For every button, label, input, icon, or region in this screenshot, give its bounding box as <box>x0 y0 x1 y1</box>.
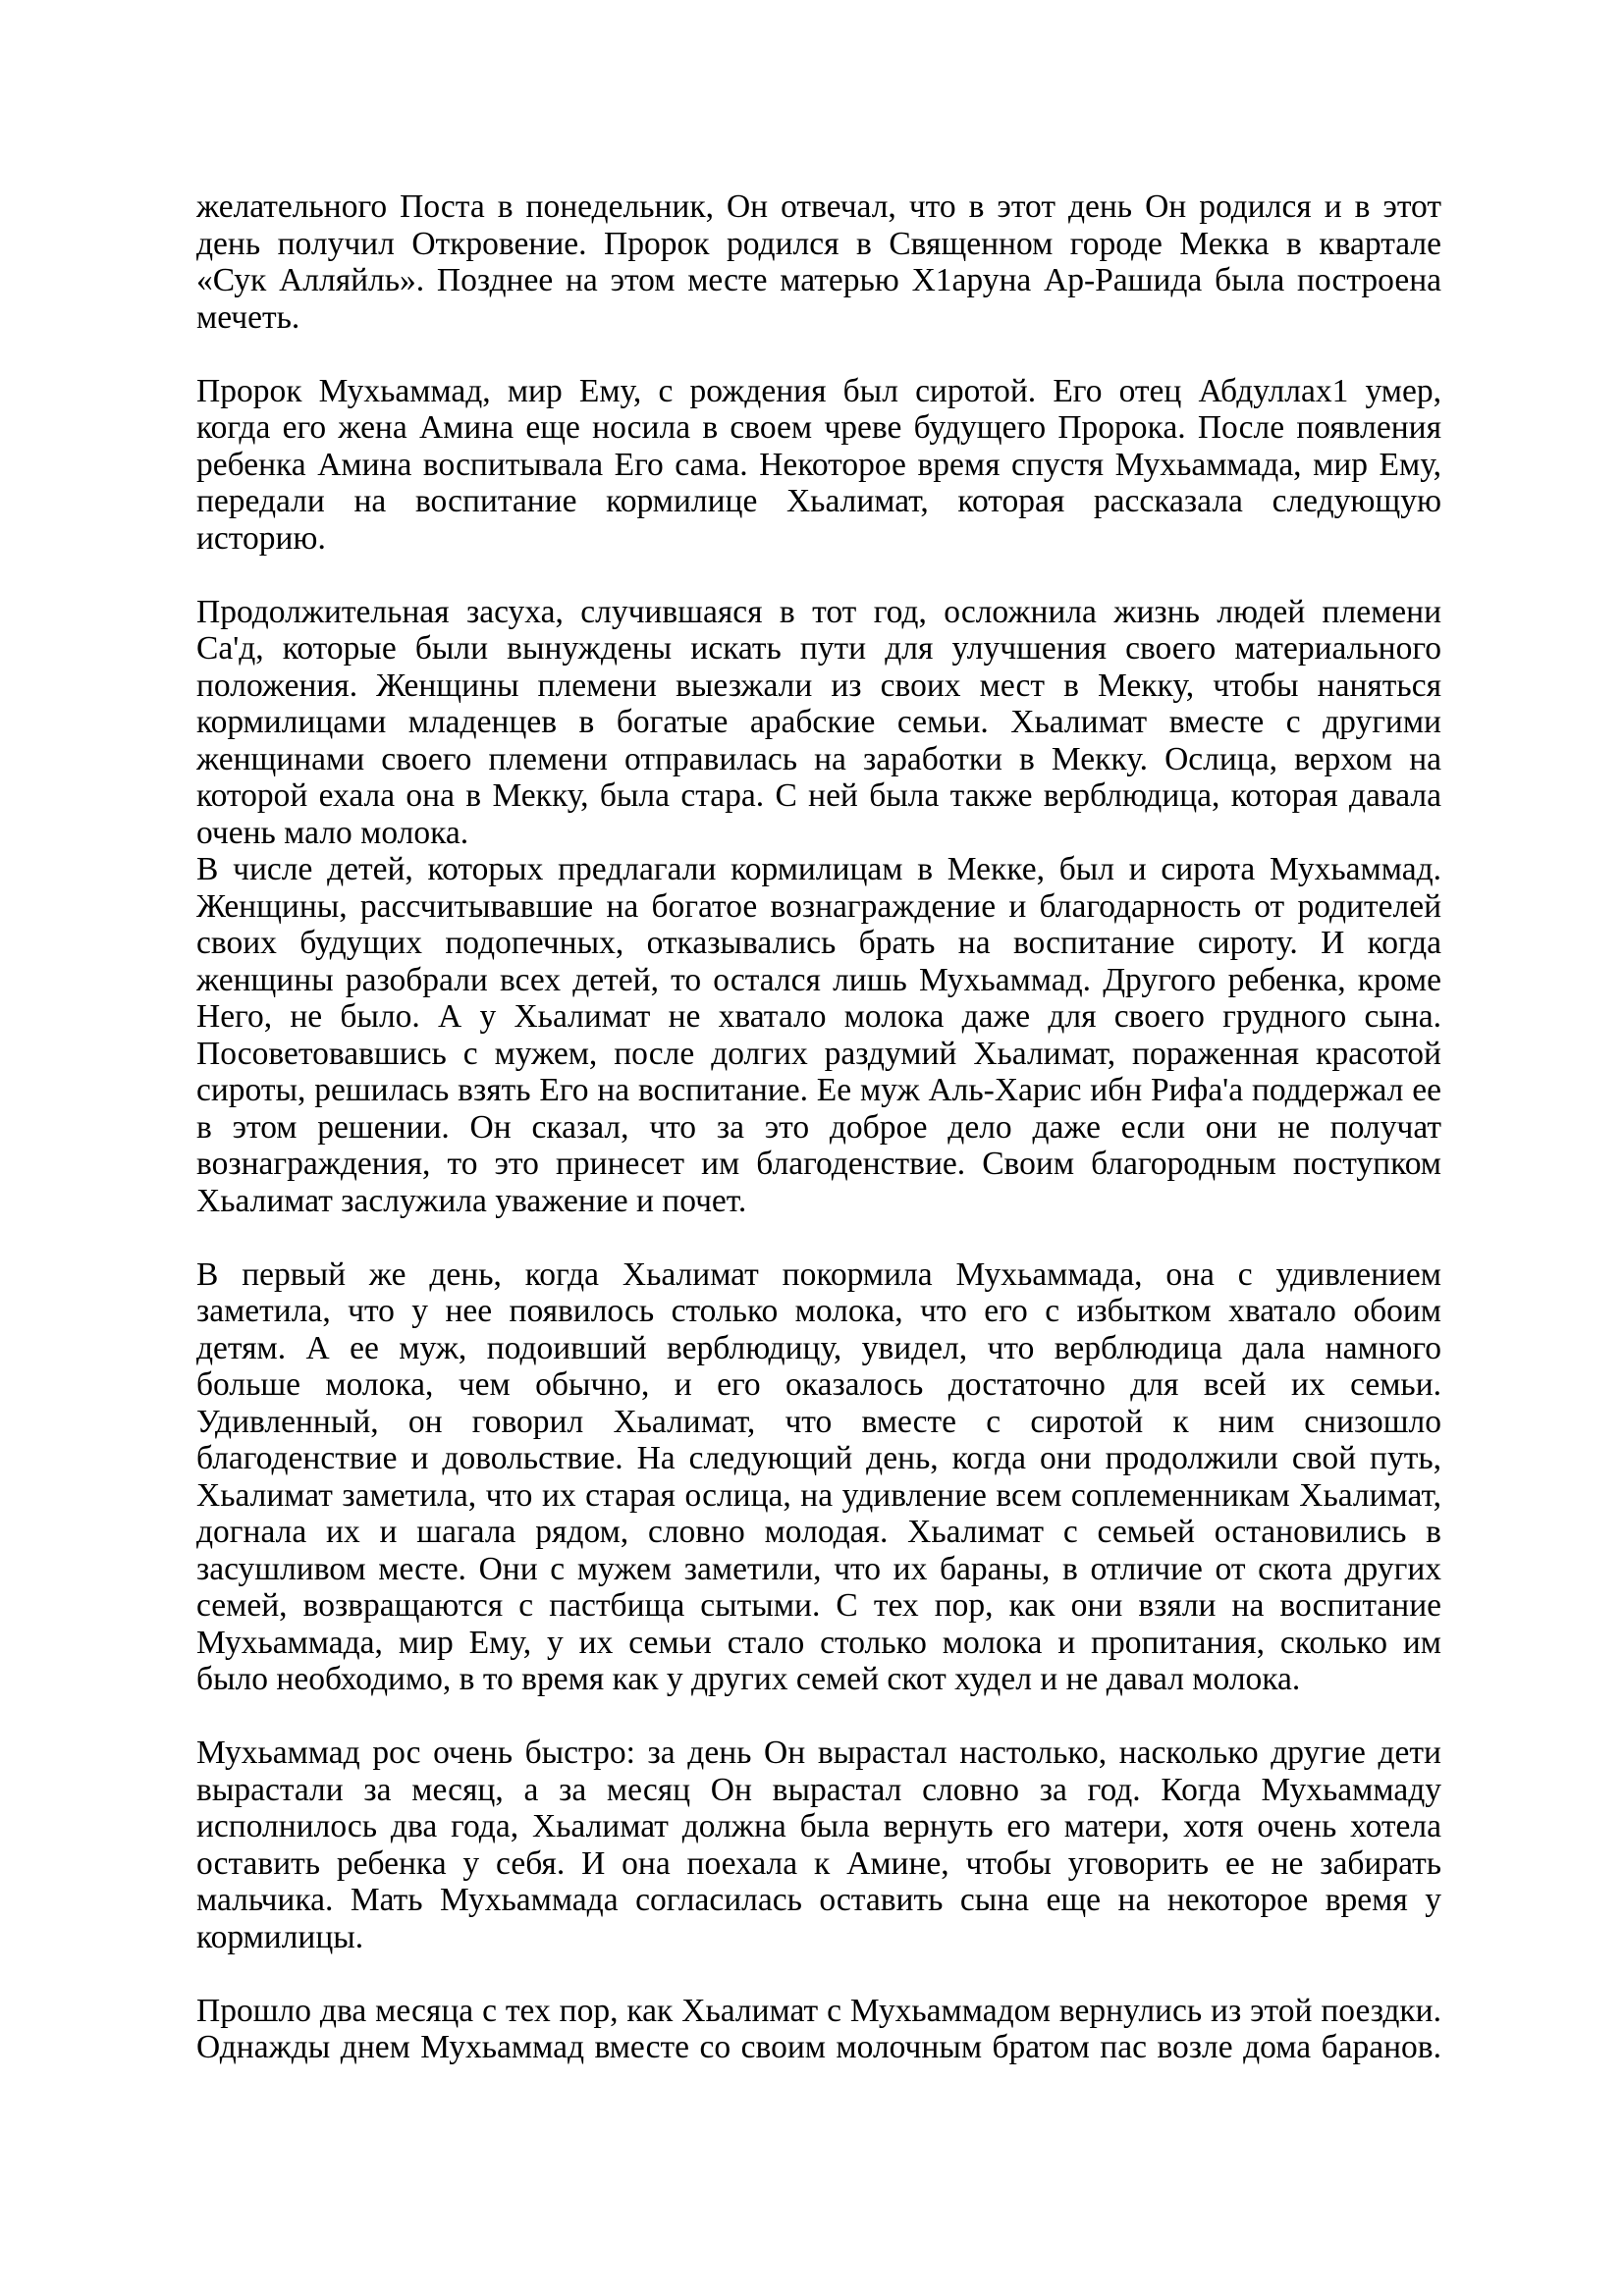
text-line: Женщины, рассчитывавшие на богатое вознаграждение и благодарность от родителей <box>196 887 1441 925</box>
text-line: когда его жена Амина еще носила в своем чреве будущего Пророка. После появления <box>196 409 1441 446</box>
text-line: детям. А ее муж, подоивший верблюдицу, увидел, что верблюдица дала намного <box>196 1329 1441 1366</box>
text-line: передали на воспитание кормилице Хьалимат, которая рассказала следующую <box>196 483 1441 519</box>
paragraph <box>196 1735 1441 1955</box>
text-line: историю. <box>196 519 326 557</box>
text-line: Са'д, которые были вынуждены искать пути для улучшения своего материального <box>196 630 1441 667</box>
text-line: кормилицы. <box>196 1918 364 1955</box>
text-line: было необходимо, в то время как у других семей скот худел и не давал молока. <box>196 1661 1301 1697</box>
text-line: догнала их и шагала рядом, словно молодая. Хьалимат с семьей остановились в <box>196 1514 1441 1550</box>
text-line: Хьалимат заслужила уважение и почет. <box>196 1182 747 1219</box>
text-line: заметила, что у нее появилось столько молока, что его с избытком хватало обоим <box>196 1293 1441 1329</box>
text-line: исполнилось два года, Хьалимат должна была вернуть его матери, хотя очень хотела <box>196 1808 1441 1844</box>
paragraph <box>196 188 1441 336</box>
text-line: положения. Женщины племени выезжали из своих мест в Мекку, чтобы наняться <box>196 667 1441 704</box>
text-line: сироты, решилась взять Его на воспитание. Ее муж Аль-Харис ибн Рифа'а поддержал ее <box>196 1072 1441 1108</box>
text-line: Удивленный, он говорил Хьалимат, что вместе с сиротой к ним снизошло <box>196 1403 1441 1440</box>
text-line: Однажды днем Мухьаммад вместе со своим молочным братом пас возле дома баранов. <box>196 2029 1441 2065</box>
text-line: больше молока, чем обычно, и его оказалось достаточно для всей их семьи. <box>196 1366 1441 1403</box>
text-line: Прошло два месяца с тех пор, как Хьалимат с Мухьаммадом вернулись из этой поездки. <box>196 1992 1441 2029</box>
text-line: своих будущих подопечных, отказывались брать на воспитание сироту. И когда <box>196 925 1441 961</box>
text-line: Него, не было. А у Хьалимат не хватало молока даже для своего грудного сына. <box>196 998 1441 1035</box>
text-line: которой ехала она в Мекку, была стара. С ней была также верблюдица, которая давала <box>196 777 1441 814</box>
text-line: Пророк Мухьаммад, мир Ему, с рождения был сиротой. Его отец Абдуллах1 умер, <box>196 372 1441 409</box>
text-line: вырастали за месяц, а за месяц Он вырастал словно за год. Когда Мухьаммаду <box>196 1771 1441 1808</box>
text-line: женщины разобрали всех детей, то остался лишь Мухьаммад. Другого ребенка, кроме <box>196 961 1441 998</box>
paragraph <box>196 373 1441 558</box>
text-line: «Сук Алляйль». Позднее на этом месте матерью Х1аруна Ар-Рашида была построена <box>196 262 1441 298</box>
text-line: благоденствие и довольствие. На следующий день, когда они продолжили свой путь, <box>196 1440 1441 1476</box>
text-line: Продолжительная засуха, случившаяся в тот год, осложнила жизнь людей племени <box>196 593 1441 630</box>
text-line: Хьалимат заметила, что их старая ослица, на удивление всем соплеменникам Хьалимат, <box>196 1476 1441 1514</box>
text-line: кормилицами младенцев в богатые арабские семьи. Хьалимат вместе с другими <box>196 704 1441 740</box>
paragraph <box>196 1993 1441 2066</box>
text-line: желательного Поста в понедельник, Он отвечал, что в этот день Он родился и в этот <box>196 188 1441 225</box>
text-line: В первый же день, когда Хьалимат покормила Мухьаммада, она с удивлением <box>196 1255 1441 1293</box>
text-line: день получил Откровение. Пророк родился в Священном городе Мекка в квартале <box>196 225 1441 262</box>
paragraph <box>196 1256 1441 1698</box>
paragraph <box>196 594 1441 852</box>
text-line: женщинами своего племени отправилась на заработки в Мекку. Ослица, верхом на <box>196 740 1441 777</box>
text-line: вознаграждения, то это принесет им благоденствие. Своим благородным поступком <box>196 1146 1441 1182</box>
paragraph <box>196 851 1441 1219</box>
text-line: оставить ребенка у себя. И она поехала к Амине, чтобы уговорить ее не забирать <box>196 1844 1441 1882</box>
text-line: мальчика. Мать Мухьаммада согласилась оставить сына еще на некоторое время у <box>196 1882 1441 1918</box>
text-line: Мухьаммада, мир Ему, у их семьи стало столько молока и пропитания, сколько им <box>196 1624 1441 1661</box>
text-line: В числе детей, которых предлагали кормилицам в Мекке, был и сирота Мухьаммад. <box>196 851 1441 887</box>
text-line: мечеть. <box>196 298 300 336</box>
text-line: очень мало молока. <box>196 814 469 851</box>
text-line: в этом решении. Он сказал, что за это доброе дело даже если они не получат <box>196 1108 1441 1146</box>
text-line: ребенка Амина воспитывала Его сама. Некоторое время спустя Мухьаммада, мир Ему, <box>196 446 1441 483</box>
text-line: семей, возвращаются с пастбища сытыми. С тех пор, как они взяли на воспитание <box>196 1587 1441 1624</box>
text-line: засушливом месте. Они с мужем заметили, что их бараны, в отличие от скота других <box>196 1550 1441 1587</box>
document-page <box>196 188 1441 2066</box>
text-line: Мухьаммад рос очень быстро: за день Он вырастал настолько, насколько другие дети <box>196 1735 1441 1771</box>
text-line: Посоветовавшись с мужем, после долгих раздумий Хьалимат, пораженная красотой <box>196 1035 1441 1072</box>
